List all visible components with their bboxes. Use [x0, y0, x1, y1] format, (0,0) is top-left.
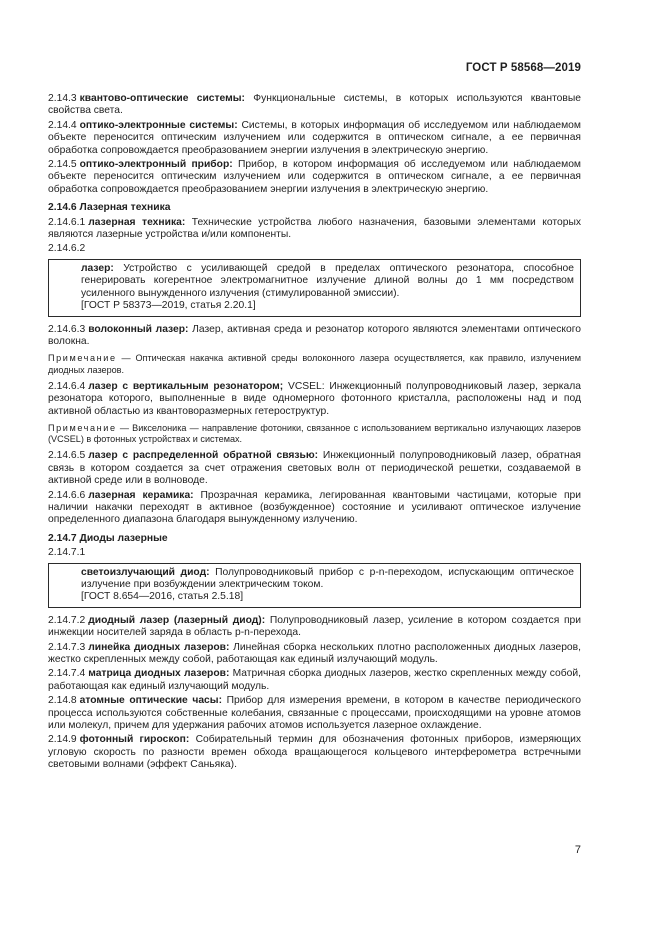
term: лазер: — [81, 262, 114, 274]
clause-2-14-7-4 — [48, 668, 581, 693]
clause-2-14-6-1 — [48, 217, 581, 242]
section-heading-2-14-6 — [48, 202, 581, 214]
clause-2-14-5 — [48, 159, 581, 196]
definition: Линейная сборка нескольких плотно расположенных диодных лазеров, жестко скрепленных между собой, работающая как единый излучающий модуль. — [48, 641, 581, 666]
term: квантово-оптические системы: — [79, 93, 245, 104]
section-number: 2.14.6 — [48, 202, 77, 214]
clause-2-14-7-2 — [48, 615, 581, 640]
clause-2-14-6-4 — [48, 381, 581, 418]
term: матрица диодных лазеров: — [88, 668, 230, 680]
document-body — [48, 93, 581, 774]
definition: Собирательный термин для обозначения фотонных приборов, измеряющих угловую скорость по разности времен обхода вращающегося кольцевого интерферометра встречными световыми волнами (эффект Саньяка). — [48, 734, 581, 771]
definition: Полупроводниковый прибор с p-n-переходом, испускающим оптическое излучение при возбуждении электрическим током. — [81, 566, 574, 590]
note-text: — Викселоника — направление фотоники, связанное с использованием вертикально излучающих лазеров (VCSEL) в фотонных устройствах и системах. — [48, 422, 581, 445]
note-label: Примечание — [48, 422, 117, 433]
quoted-definition-box-laser — [48, 259, 581, 317]
clause-2-14-8 — [48, 695, 581, 732]
definition: Лазер, активная среда и резонатор которого являются элементами оптического волокна. — [48, 323, 581, 347]
page-number: 7 — [574, 844, 581, 856]
definition: Технические устройства любого назначения, базовыми элементами которых являются лазерные устройства и/или компоненты. — [48, 216, 581, 241]
term: диодный лазер (лазерный диод): — [88, 614, 266, 626]
term: линейка диодных лазеров: — [88, 641, 230, 653]
note-label: Примечание — [48, 353, 117, 364]
source-reference: [ГОСТ 8.654—2016, статья 2.5.18] — [81, 591, 244, 603]
term: лазерная техника: — [88, 216, 186, 228]
source-reference: [ГОСТ Р 58373—2019, статья 2.20.1] — [81, 300, 256, 312]
clause-number: 2.14.7.1 — [48, 547, 86, 559]
quoted-definition-box-led — [48, 563, 581, 608]
clause-number: 2.14.6.4 — [48, 380, 86, 392]
clause-number: 2.14.4 — [48, 119, 77, 131]
clause-number: 2.14.3 — [48, 93, 77, 104]
term: лазерная керамика: — [88, 489, 194, 501]
clause-number: 2.14.8 — [48, 695, 77, 707]
section-number: 2.14.7 — [48, 532, 77, 544]
clause-2-14-6-3 — [48, 324, 581, 349]
clause-number: 2.14.6.5 — [48, 450, 86, 462]
term: волоконный лазер: — [88, 323, 189, 335]
definition: Матричная сборка диодных лазеров, жестко скрепленных между собой, работающая как единый излучающий модуль. — [48, 668, 582, 692]
definition: Полупроводниковый лазер, усиление в котором создается при инжекции носителей заряда в область p-n-перехода. — [48, 614, 582, 639]
note-text: — Оптическая накачка активной среды волоконного лазера осуществляется, как правило, излучением диодных лазеров. — [48, 353, 581, 375]
term: оптико-электронные системы: — [79, 119, 238, 131]
term: лазер с вертикальным резонатором; — [88, 380, 284, 392]
clause-number: 2.14.6.2 — [48, 243, 86, 255]
definition: Инжекционный полупроводниковый лазер, обратная связь в котором создается за счет отражения световых волн от периодической решетки, создаваемой в активной среде или в волноводе. — [48, 450, 581, 487]
definition: Функциональные системы, в которых используются квантовые свойства света. — [48, 93, 581, 117]
clause-number: 2.14.9 — [48, 734, 77, 746]
clause-number: 2.14.6.1 — [48, 216, 86, 228]
clause-2-14-7-3 — [48, 642, 581, 667]
clause-2-14-7-1 — [48, 547, 581, 559]
note-fiber-laser — [48, 353, 581, 375]
section-heading-2-14-7 — [48, 533, 581, 545]
clause-2-14-3 — [48, 93, 581, 118]
document-id-header: ГОСТ Р 58568—2019 — [465, 62, 581, 74]
clause-2-14-6-6 — [48, 490, 581, 527]
clause-number: 2.14.7.2 — [48, 614, 86, 626]
clause-2-14-6-5 — [48, 450, 581, 487]
clause-number: 2.14.7.3 — [48, 641, 86, 653]
section-title: Лазерная техника — [79, 202, 171, 214]
clause-2-14-4 — [48, 120, 581, 157]
definition: Прозрачная керамика, легированная квантовыми частицами, которые при наличии накачки переходят в активное (возбужденное) состояние и усиливают оптическое излучение определенного диапазона благодаря вынужденному излучению. — [48, 489, 581, 526]
clause-number: 2.14.6.6 — [48, 489, 86, 501]
clause-2-14-6-2 — [48, 243, 581, 255]
definition: VCSEL: Инжекционный полупроводниковый лазер, зеркала резонатора которого, выполненные в виде одномерного фотонного кристалла, расположены над и под активной областью из квантоворазмерных гетероструктур. — [48, 380, 581, 417]
section-title: Диоды лазерные — [79, 532, 168, 544]
term: оптико-электронный прибор: — [79, 159, 233, 171]
term: лазер с распределенной обратной связью: — [88, 450, 319, 462]
clause-number: 2.14.5 — [48, 159, 77, 171]
clause-2-14-9 — [48, 734, 581, 771]
definition: Прибор для измерения времени, в котором в качестве периодического процесса используются собственные колебания, связанные с процессами, происходящими на уровне атомов или молекул, причем для удержания рабочих атомов используется лазерное охлаждение. — [48, 695, 581, 732]
note-vcsel — [48, 423, 581, 445]
clause-number: 2.14.6.3 — [48, 323, 86, 335]
term: фотонный гироскоп: — [79, 734, 190, 746]
clause-number: 2.14.7.4 — [48, 668, 86, 680]
definition: Прибор, в котором информация об исследуемом или наблюдаемом объекте переносится оптическим излучением или содержится в оптическом сигнале, а ее первичная обработка сопровождается преобразованием энергии излучения в электрическую энергию. — [48, 159, 581, 195]
definition: Устройство с усиливающей средой в пределах оптического резонатора, способное генерировать когерентное электромагнитное излучение длиной волны до 1 мм посредством усиленного вынужденного излучения (стимулированной эмиссии). — [81, 262, 574, 299]
definition: Системы, в которых информация об исследуемом или наблюдаемом объекте переносится оптическим излучением или содержится в оптическом сигнале, а ее первичная обработка сопровождается преобразованием энергии излучения в электрическую энергию. — [48, 119, 581, 156]
term: светоизлучающий диод: — [81, 566, 210, 578]
term: атомные оптические часы: — [79, 695, 223, 707]
